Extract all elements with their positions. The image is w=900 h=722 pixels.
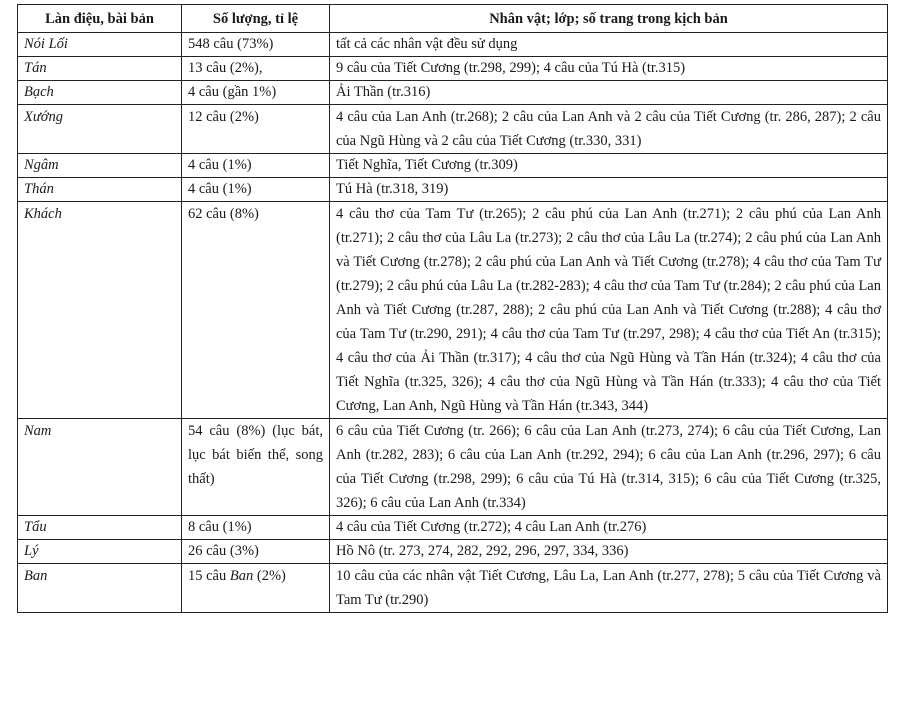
header-cell: Số lượng, tỉ lệ bbox=[182, 5, 330, 33]
table-row bbox=[18, 105, 888, 154]
row-count: 54 câu (8%) (lục bát, lục bát biến thể, song thất) bbox=[182, 419, 330, 516]
row-name: Tẩu bbox=[18, 516, 182, 540]
table-row bbox=[18, 81, 888, 105]
row-name: Bạch bbox=[18, 81, 182, 105]
row-detail: 4 câu thơ của Tam Tư (tr.265); 2 câu phú của Lan Anh (tr.271); 2 câu phú của Lan Anh (tr.271); 2 câu thơ của Lâu La (tr.273); 2 câu thơ của Lâu La (tr.274); 2 câu phú của Lan Anh và Tiết Cương (tr.278); 2 câu phú của Lan Anh và Tiết Cương (tr.278); 4 câu thơ của Tam Tư (tr.279); 2 câu phú của Lâu La (tr.282-283); 4 câu thơ của Tam Tư (tr.284); 2 câu phú của Lan Anh và Tiết Cương (tr.287, 288); 2 câu phú của Lan Anh và Tiết Cương (tr.288); 4 câu thơ của Tam Tư (tr.290, 291); 4 câu thơ của Tam Tư (tr.297, 298); 4 câu thơ của Tiết An (tr.315); 4 câu thơ của Ải Thần (tr.317); 4 câu thơ của Ngũ Hùng và Tần Hán (tr.324); 4 câu thơ của Tiết Nghĩa (tr.325, 326); 4 câu thơ của Ngũ Hùng và Tần Hán (tr.333); 4 câu thơ của Tiết Cương, Lan Anh, Ngũ Hùng và Tần Hán (tr.343, 344) bbox=[330, 202, 888, 419]
header-row bbox=[18, 5, 888, 33]
row-detail: Tiết Nghĩa, Tiết Cương (tr.309) bbox=[330, 154, 888, 178]
row-name: Xướng bbox=[18, 105, 182, 154]
row-count: 548 câu (73%) bbox=[182, 33, 330, 57]
table-row bbox=[18, 57, 888, 81]
table-row bbox=[18, 516, 888, 540]
data-table bbox=[17, 4, 888, 613]
header-cell: Nhân vật; lớp; số trang trong kịch bản bbox=[330, 5, 888, 33]
row-name: Ngâm bbox=[18, 154, 182, 178]
row-detail: Hồ Nô (tr. 273, 274, 282, 292, 296, 297, 334, 336) bbox=[330, 540, 888, 564]
row-detail: Tú Hà (tr.318, 319) bbox=[330, 178, 888, 202]
row-count: 8 câu (1%) bbox=[182, 516, 330, 540]
table-row bbox=[18, 419, 888, 516]
table-row bbox=[18, 33, 888, 57]
row-count: 4 câu (gần 1%) bbox=[182, 81, 330, 105]
table-row bbox=[18, 564, 888, 613]
row-name: Nói Lối bbox=[18, 33, 182, 57]
row-name: Ban bbox=[18, 564, 182, 613]
row-detail: 9 câu của Tiết Cương (tr.298, 299); 4 câu của Tú Hà (tr.315) bbox=[330, 57, 888, 81]
row-count: 4 câu (1%) bbox=[182, 178, 330, 202]
row-detail: 6 câu của Tiết Cương (tr. 266); 6 câu của Lan Anh (tr.273, 274); 6 câu của Tiết Cương, Lan Anh (tr.282, 283); 6 câu của Lan Anh (tr.292, 294); 6 câu của Lan Anh (tr.296, 297); 6 câu của Tiết Cương (tr.298, 299); 6 câu của Tú Hà (tr.314, 315); 6 câu của Tiết Cương (tr.325, 326); 6 câu của Lan Anh (tr.334) bbox=[330, 419, 888, 516]
table-row bbox=[18, 154, 888, 178]
row-name: Nam bbox=[18, 419, 182, 516]
table-row bbox=[18, 202, 888, 419]
count-prefix: 15 câu bbox=[188, 568, 230, 584]
row-name: Khách bbox=[18, 202, 182, 419]
count-italic: Ban bbox=[229, 568, 254, 584]
row-name: Thán bbox=[18, 178, 182, 202]
row-name: Lý bbox=[18, 540, 182, 564]
header-cell: Làn điệu, bài bản bbox=[18, 5, 182, 33]
row-count bbox=[182, 564, 330, 613]
row-count: 62 câu (8%) bbox=[182, 202, 330, 419]
row-count: 13 câu (2%), bbox=[182, 57, 330, 81]
row-count: 12 câu (2%) bbox=[182, 105, 330, 154]
row-detail: tất cả các nhân vật đều sử dụng bbox=[330, 33, 888, 57]
row-detail: 10 câu của các nhân vật Tiết Cương, Lâu La, Lan Anh (tr.277, 278); 5 câu của Tiết Cương và Tam Tư (tr.290) bbox=[330, 564, 888, 613]
row-detail: Ải Thần (tr.316) bbox=[330, 81, 888, 105]
row-count: 26 câu (3%) bbox=[182, 540, 330, 564]
table-row bbox=[18, 540, 888, 564]
row-detail: 4 câu của Lan Anh (tr.268); 2 câu của Lan Anh và 2 câu của Tiết Cương (tr. 286, 287); 2 câu của Ngũ Hùng và 2 câu của Tiết Cương (tr.330, 331) bbox=[330, 105, 888, 154]
table-row bbox=[18, 178, 888, 202]
row-detail: 4 câu của Tiết Cương (tr.272); 4 câu Lan Anh (tr.276) bbox=[330, 516, 888, 540]
row-count: 4 câu (1%) bbox=[182, 154, 330, 178]
row-name: Tán bbox=[18, 57, 182, 81]
count-suffix: (2%) bbox=[253, 568, 286, 584]
